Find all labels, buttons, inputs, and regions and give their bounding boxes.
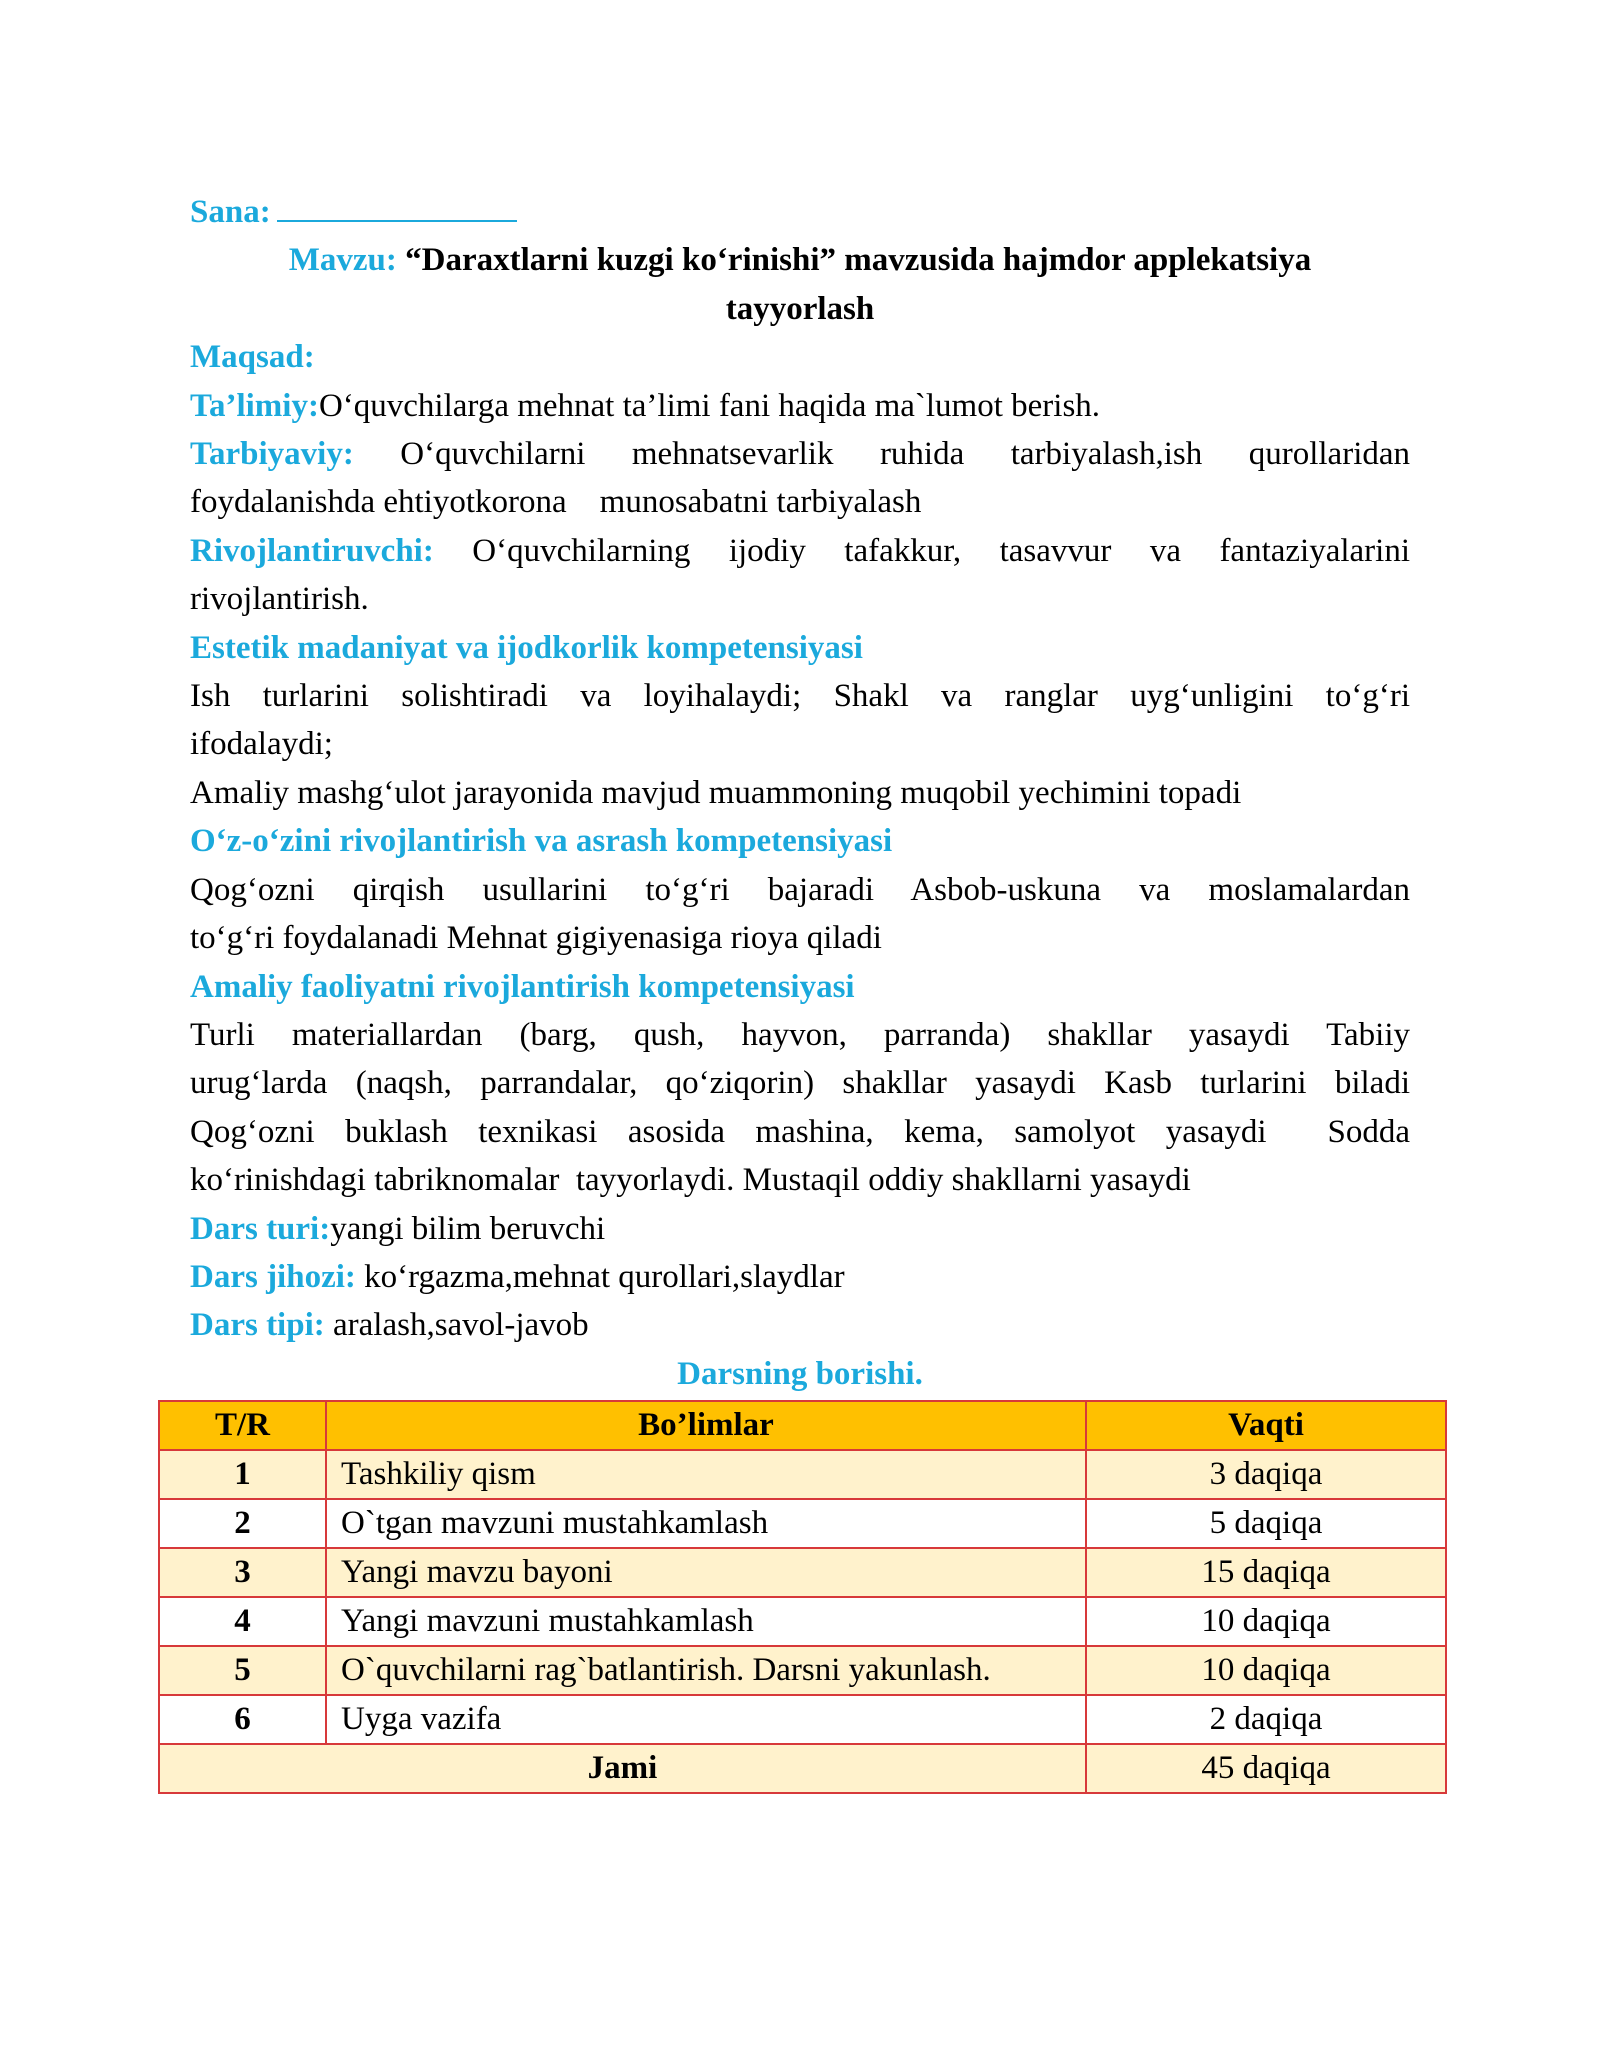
amaliy-heading: Amaliy faoliyatni rivojlantirish kompetensiyasi	[190, 968, 855, 1005]
rivojlantiruvchi-line-1	[190, 527, 1410, 575]
row-section: Tashkiliy qism	[326, 1450, 1086, 1499]
rivojlantiruvchi-line-2: rivojlantirish.	[190, 581, 369, 618]
row-time: 10 daqiqa	[1086, 1646, 1446, 1695]
row-section: Yangi mavzu bayoni	[326, 1548, 1086, 1597]
talimiy-label: Ta’limiy:	[190, 387, 319, 424]
table-row	[159, 1499, 1446, 1548]
ozozini-heading: O‘z-o‘zini rivojlantirish va asrash kompetensiyasi	[190, 823, 893, 860]
tarbiyaviy-text-1: O‘quvchilarni mehnatsevarlik ruhida tarbiyalash,ish qurollaridan	[400, 436, 1411, 473]
row-time: 2 daqiqa	[1086, 1695, 1446, 1744]
row-number: 5	[159, 1646, 326, 1695]
table-row	[159, 1597, 1446, 1646]
tarbiyaviy-line-2: foydalanishda ehtiyotkorona munosabatni tarbiyalash	[190, 484, 922, 521]
dars-tipi-line	[190, 1301, 1410, 1349]
total-time: 45 daqiqa	[1086, 1744, 1446, 1793]
estetik-line-3: Amaliy mashg‘ulot jarayonida mavjud muammoning muqobil yechimini topadi	[190, 774, 1242, 811]
sana-blank	[277, 188, 517, 222]
amaliy-line-2: urug‘larda (naqsh, parrandalar, qo‘ziqorin) shakllar yasaydi Kasb turlarini biladi	[190, 1065, 1410, 1102]
row-number: 2	[159, 1499, 326, 1548]
dars-tipi-text: aralash,savol-javob	[333, 1307, 589, 1344]
row-number: 6	[159, 1695, 326, 1744]
talimiy-line	[190, 382, 1410, 430]
ozozini-line-1: Qog‘ozni qirqish usullarini to‘g‘ri bajaradi Asbob-uskuna va moslamalardan	[190, 871, 1410, 908]
estetik-line-2: ifodalaydi;	[190, 726, 333, 763]
row-section: Yangi mavzuni mustahkamlash	[326, 1597, 1086, 1646]
row-number: 1	[159, 1450, 326, 1499]
row-number: 4	[159, 1597, 326, 1646]
row-section: O`quvchilarni rag`batlantirish. Darsni yakunlash.	[326, 1646, 1086, 1695]
estetik-heading: Estetik madaniyat va ijodkorlik kompetensiyasi	[190, 629, 863, 666]
dars-jihozi-text: ko‘rgazma,mehnat qurollari,slaydlar	[364, 1258, 845, 1295]
sana-label: Sana:	[190, 194, 271, 230]
amaliy-line-3: Qog‘ozni buklash texnikasi asosida mashina, kema, samolyot yasaydi Sodda	[190, 1113, 1410, 1150]
mavzu-text-1: “Daraxtlarni kuzgi ko‘rinishi” mavzusida hajmdor applekatsiya	[405, 242, 1312, 279]
row-time: 5 daqiqa	[1086, 1499, 1446, 1548]
rivojlantiruvchi-label: Rivojlantiruvchi:	[190, 532, 434, 569]
ozozini-line-2: to‘g‘ri foydalanadi Mehnat gigiyenasiga rioya qiladi	[190, 920, 882, 957]
row-section: Uyga vazifa	[326, 1695, 1086, 1744]
header-bolimlar: Bo’limlar	[326, 1401, 1086, 1450]
estetik-line-1: Ish turlarini solishtiradi va loyihalaydi; Shakl va ranglar uyg‘unligini to‘g‘ri	[190, 678, 1410, 715]
dars-turi-line	[190, 1205, 1410, 1253]
dars-turi-text: yangi bilim beruvchi	[330, 1210, 606, 1247]
header-tr: T/R	[159, 1401, 326, 1450]
row-time: 10 daqiqa	[1086, 1597, 1446, 1646]
mavzu-line-1	[190, 236, 1410, 284]
row-section: O`tgan mavzuni mustahkamlash	[326, 1499, 1086, 1548]
tarbiyaviy-line-1	[190, 430, 1410, 478]
lesson-plan-body	[190, 188, 1410, 1398]
tarbiyaviy-label: Tarbiyaviy:	[190, 436, 354, 473]
talimiy-text: O‘quvchilarga mehnat ta’limi fani haqida ma`lumot berish.	[318, 387, 1101, 424]
mavzu-label: Mavzu:	[288, 242, 397, 279]
table-row	[159, 1548, 1446, 1597]
table-row	[159, 1695, 1446, 1744]
header-vaqti: Vaqti	[1086, 1401, 1446, 1450]
lesson-schedule-table	[158, 1400, 1447, 1794]
table-total-row	[159, 1744, 1446, 1793]
rivojlantiruvchi-text-1: O‘quvchilarning ijodiy tafakkur, tasavvur va fantaziyalarini	[472, 532, 1411, 569]
dars-jihozi-line	[190, 1253, 1410, 1301]
amaliy-line-1: Turli materiallardan (barg, qush, hayvon, parranda) shakllar yasaydi Tabiiy	[190, 1016, 1410, 1053]
table-row	[159, 1450, 1446, 1499]
row-time: 3 daqiqa	[1086, 1450, 1446, 1499]
mavzu-line-2: tayyorlash	[725, 290, 875, 327]
row-time: 15 daqiqa	[1086, 1548, 1446, 1597]
row-number: 3	[159, 1548, 326, 1597]
sana-line	[190, 188, 1410, 236]
table-title: Darsning borishi.	[677, 1355, 923, 1392]
table-header-row	[159, 1401, 1446, 1450]
dars-turi-label: Dars turi:	[190, 1210, 331, 1247]
table-row	[159, 1646, 1446, 1695]
total-label: Jami	[159, 1744, 1086, 1793]
maqsad-label: Maqsad:	[190, 339, 315, 376]
dars-jihozi-label: Dars jihozi:	[190, 1258, 356, 1295]
dars-tipi-label: Dars tipi:	[190, 1307, 325, 1344]
amaliy-line-4: ko‘rinishdagi tabriknomalar tayyorlaydi. Mustaqil oddiy shakllarni yasaydi	[190, 1162, 1191, 1199]
